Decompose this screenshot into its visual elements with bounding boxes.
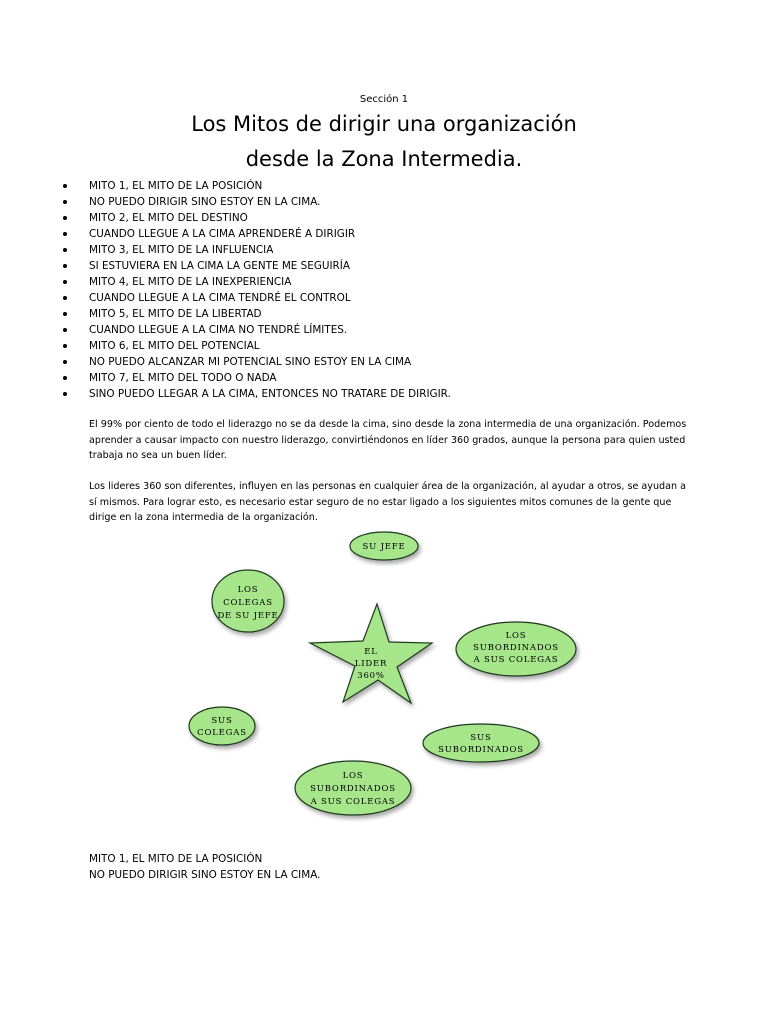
list-item	[62, 370, 451, 386]
page-title-line-2: desde la Zona Intermedia.	[245, 147, 523, 171]
list-item-text: CUANDO LLEGUE A LA CIMA NO TENDRÉ LÍMITES.	[89, 324, 348, 336]
list-item-text: MITO 5, EL MITO DE LA LIBERTAD	[89, 308, 262, 320]
boss-colleagues-node-label: LOS COLEGAS DE SU JEFE	[217, 585, 279, 621]
leader-360-diagram	[185, 529, 581, 823]
bullet-icon	[63, 248, 67, 252]
list-item	[62, 226, 451, 242]
list-item	[62, 322, 451, 338]
boss-node-label: SU JEFE	[362, 542, 406, 552]
bullet-icon	[63, 392, 67, 396]
leaders-paragraph: Los lideres 360 son diferentes, influyen en las personas en cualquier área de la organización, al ayudar a otros, se ayudan a sí mismos. Para lograr esto, es necesario estar seguro de no estar ligado a los siguientes mitos comunes de la gente que dirige en la zona intermedia de la organización.	[89, 481, 687, 523]
bullet-icon	[63, 184, 67, 188]
bullet-icon	[63, 216, 67, 220]
list-item-text: NO PUEDO ALCANZAR MI POTENCIAL SINO ESTOY EN LA CIMA	[89, 356, 412, 368]
bullet-icon	[63, 200, 67, 204]
bullet-icon	[63, 232, 67, 236]
bullet-icon	[63, 360, 67, 364]
footer-myth-detail: NO PUEDO DIRIGIR SINO ESTOY EN LA CIMA.	[89, 869, 321, 881]
list-item-text: MITO 7, EL MITO DEL TODO O NADA	[89, 372, 277, 384]
list-item	[62, 338, 451, 354]
list-item	[62, 386, 451, 402]
list-item-text: MITO 3, EL MITO DE LA INFLUENCIA	[89, 244, 274, 256]
subordinates-node-label: SUS SUBORDINADOS	[438, 733, 524, 755]
bullet-icon	[63, 312, 67, 316]
colleagues-subordinates-node-bottom-label: LOS SUBORDINADOS A SUS COLEGAS	[310, 771, 396, 807]
list-item-text: MITO 6, EL MITO DEL POTENCIAL	[89, 340, 260, 352]
list-item	[62, 258, 451, 274]
list-item-text: SI ESTUVIERA EN LA CIMA LA GENTE ME SEGUIRÍA	[89, 260, 350, 272]
list-item	[62, 354, 451, 370]
colleagues-node-label: SUS COLEGAS	[197, 716, 247, 738]
colleagues-subordinates-node-right-label: LOS SUBORDINADOS A SUS COLEGAS	[473, 631, 559, 665]
list-item	[62, 274, 451, 290]
page-title-line-1: Los Mitos de dirigir una organización	[191, 112, 577, 136]
list-item-text: MITO 1, EL MITO DE LA POSICIÓN	[89, 180, 263, 192]
bullet-icon	[63, 296, 67, 300]
list-item	[62, 210, 451, 226]
list-item-text: CUANDO LLEGUE A LA CIMA APRENDERÉ A DIRIGIR	[89, 228, 356, 240]
list-item-text: SINO PUEDO LLEGAR A LA CIMA, ENTONCES NO TRATARE DE DIRIGIR.	[89, 388, 451, 400]
list-item	[62, 242, 451, 258]
section-label: Sección 1	[359, 94, 409, 105]
list-item-text: MITO 2, EL MITO DEL DESTINO	[89, 212, 248, 224]
subordinates-node	[423, 724, 539, 762]
list-item-text: CUANDO LLEGUE A LA CIMA TENDRÉ EL CONTROL	[89, 292, 351, 304]
intro-paragraph: El 99% por ciento de todo el liderazgo no se da desde la cima, sino desde la zona intermedia de una organización. Podemos aprender a causar impacto con nuestro liderazgo, convirtiéndonos en líder 360 grados, aunque la persona para quien usted trabaja no sea un buen líder.	[89, 419, 687, 461]
bullet-icon	[63, 264, 67, 268]
list-item-text: NO PUEDO DIRIGIR SINO ESTOY EN LA CIMA.	[89, 196, 321, 208]
leader-star-label: EL LIDER 360%	[354, 647, 388, 681]
list-item-text: MITO 4, EL MITO DE LA INEXPERIENCIA	[89, 276, 292, 288]
footer-myth-line: MITO 1, EL MITO DE LA POSICIÓN	[89, 853, 263, 865]
list-item	[62, 178, 451, 194]
bullet-icon	[63, 376, 67, 380]
bullet-icon	[63, 344, 67, 348]
colleagues-node	[189, 707, 255, 745]
list-item	[62, 194, 451, 210]
myths-list	[62, 178, 451, 402]
list-item	[62, 290, 451, 306]
bullet-icon	[63, 280, 67, 284]
list-item	[62, 306, 451, 322]
bullet-icon	[63, 328, 67, 332]
